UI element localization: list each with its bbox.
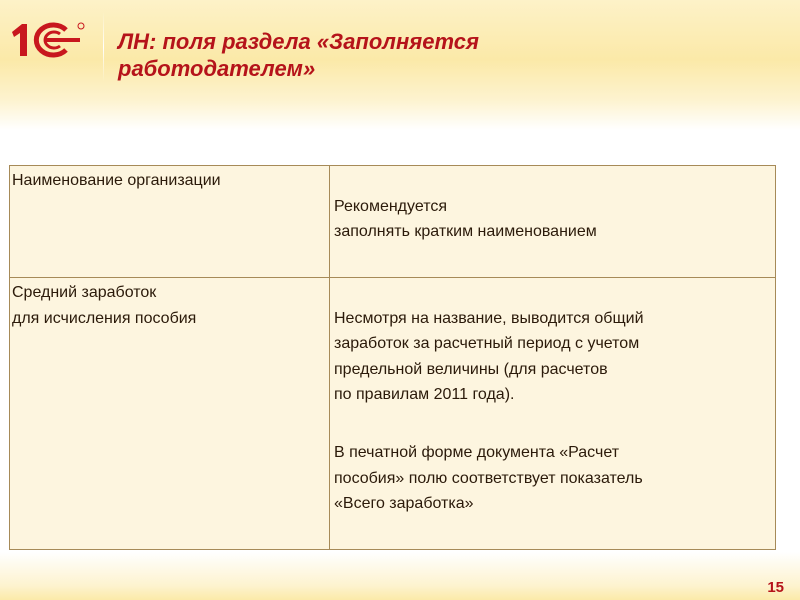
field-description-cell: [330, 166, 776, 278]
header-fade: [0, 100, 800, 130]
page-number: 15: [767, 579, 784, 596]
field-name: Средний заработок для исчисления пособия: [12, 284, 197, 327]
field-description-note: В печатной форме документа «Расчет пособия» полю соответствует показатель «Всего заработка»: [334, 444, 643, 512]
fields-table: [9, 165, 776, 550]
field-description: Несмотря на название, выводится общий заработок за расчетный период с учетом предельной величины (для расчетов по правилам 2011 года).: [334, 309, 644, 403]
table-row: [10, 166, 776, 278]
field-name-cell: [10, 278, 330, 550]
slide-title: ЛН: поля раздела «Заполняется работодателем»: [118, 29, 479, 81]
slide-footer: [0, 552, 800, 600]
logo-divider: [103, 12, 104, 82]
field-description: Рекомендуется заполнять кратким наименованием: [334, 197, 597, 240]
field-description-cell: [330, 278, 776, 550]
table-row: [10, 278, 776, 550]
1c-logo-icon: [8, 18, 86, 60]
field-name-cell: [10, 166, 330, 278]
field-name: Наименование организации: [12, 172, 221, 189]
